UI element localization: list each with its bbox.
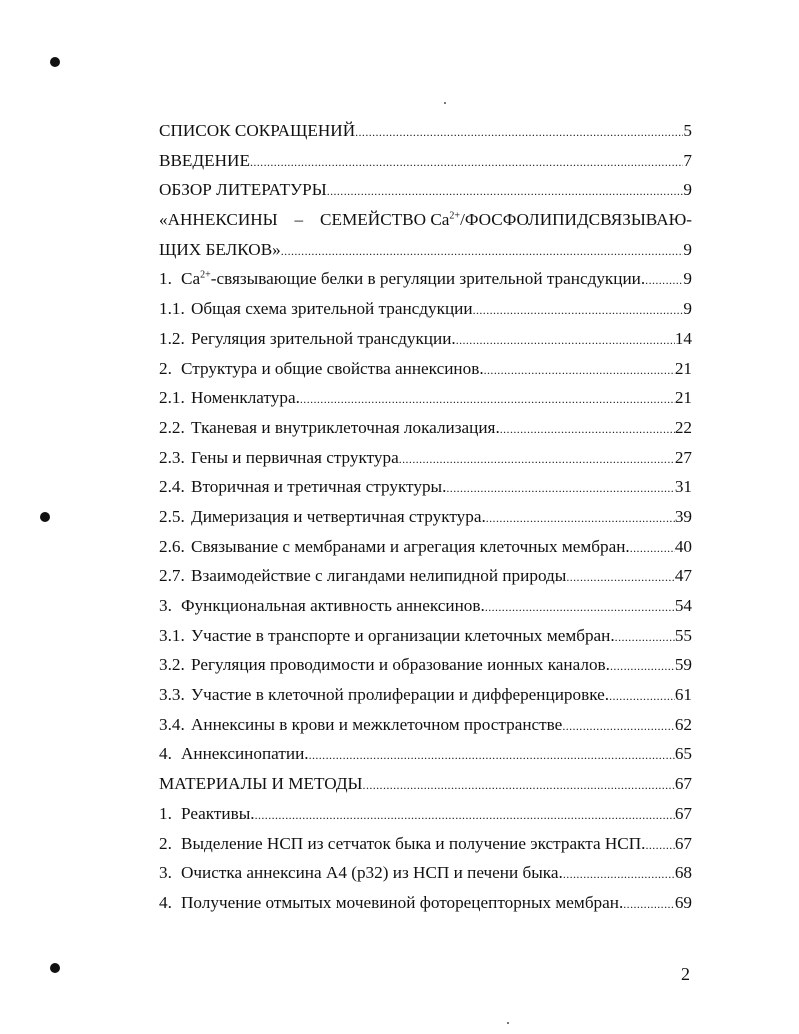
- entry-title: Участие в клеточной пролиферации и дифференцировке.: [191, 685, 610, 705]
- toc-entry: [159, 769, 692, 799]
- toc-heading-text: [159, 205, 692, 235]
- page-ref: 67: [674, 774, 692, 794]
- entry-title: Участие в транспорте и организации клеточных мембран.: [191, 625, 615, 645]
- page-ref: 21: [674, 388, 692, 408]
- punch-hole-mark-top: [50, 57, 60, 67]
- section-number: 3.2.: [159, 655, 185, 675]
- toc-entry-label: [159, 472, 446, 502]
- toc-entry: [159, 710, 692, 740]
- toc-entry-label: [159, 294, 473, 324]
- heading-dash: –: [294, 210, 304, 230]
- toc-entry: [159, 413, 692, 443]
- toc-entry-label: [159, 443, 399, 473]
- toc-entry-label: [159, 769, 363, 799]
- dot-leader: [623, 890, 675, 920]
- dot-leader: [446, 474, 674, 504]
- entry-title: Гены и первичная структура: [191, 447, 399, 467]
- toc-entry: [159, 829, 692, 859]
- dot-leader: [645, 831, 674, 861]
- page-ref: 22: [674, 417, 692, 437]
- entry-title-rest: -связывающие белки в регуляции зрительной трансдукции.: [210, 269, 646, 289]
- page-ref: 9: [683, 239, 692, 259]
- entry-title: Связывание с мембранами и агрегация клеточных мембран.: [191, 536, 630, 556]
- dot-leader: [484, 356, 675, 386]
- heading-part: «АННЕКСИНЫ: [159, 210, 278, 230]
- dot-leader: [327, 177, 684, 207]
- section-number: 2.5.: [159, 506, 185, 526]
- toc-entry-label: [159, 354, 484, 384]
- section-number: 1.2.: [159, 328, 185, 348]
- page-ref: 39: [674, 506, 692, 526]
- entry-title: Номенклатура.: [191, 388, 300, 408]
- heading-part-text: /ФОСФОЛИПИДСВЯЗЫВАЮ-: [460, 210, 692, 230]
- dot-leader: [300, 385, 675, 415]
- toc-entry: [159, 472, 692, 502]
- scan-speck: [444, 102, 446, 104]
- toc-entry: [159, 264, 692, 294]
- toc-entry: [159, 324, 692, 354]
- entry-title: Ca: [181, 269, 201, 289]
- page-ref: 14: [674, 328, 692, 348]
- entry-title: Аннексины в крови и межклеточном пространстве: [191, 714, 563, 734]
- section-number: 3.: [159, 596, 172, 615]
- dot-leader: [500, 415, 675, 445]
- page-ref: 47: [674, 566, 692, 586]
- toc-entry-label: [159, 858, 563, 888]
- section-number: 2.3.: [159, 447, 185, 467]
- dot-leader: [645, 266, 683, 296]
- page-ref: 67: [674, 833, 692, 853]
- page-ref: 40: [674, 536, 692, 556]
- heading-part-text: СЕМЕЙСТВО Ca: [320, 210, 450, 230]
- toc-entry: [159, 858, 692, 888]
- toc-entry: [159, 383, 692, 413]
- toc-entry-label: [159, 532, 630, 562]
- dot-leader: [355, 118, 683, 148]
- toc-entry-label: [159, 710, 562, 740]
- dot-leader: [630, 534, 675, 564]
- section-number: 4.: [159, 892, 172, 912]
- section-number: 1.: [159, 803, 172, 823]
- toc-entry: [159, 443, 692, 473]
- section-number: 4.: [159, 744, 172, 764]
- toc-entry: [159, 799, 692, 829]
- toc-entry-label: [159, 799, 255, 829]
- toc-entry: [159, 175, 692, 205]
- toc-entry-label: [159, 502, 486, 532]
- toc-entry-label: [159, 829, 645, 859]
- entry-title: Очистка аннексина А4 (р32) из НСП и печени быка.: [181, 863, 563, 883]
- page-ref: 54: [674, 596, 692, 615]
- page-ref: 31: [674, 477, 692, 497]
- toc-entry: [159, 502, 692, 532]
- dot-leader: [309, 741, 675, 771]
- section-number: 3.: [159, 863, 172, 883]
- toc-entry: [159, 235, 692, 265]
- entry-title: Регуляция зрительной трансдукции.: [191, 328, 456, 348]
- dot-leader: [250, 148, 683, 178]
- toc-entry-label: [159, 235, 281, 265]
- section-number: 2.2.: [159, 417, 185, 437]
- dot-leader: [363, 771, 675, 801]
- page-number: 2: [681, 964, 690, 984]
- toc-heading-line: [159, 205, 692, 235]
- entry-title: Аннексинопатии.: [181, 744, 309, 764]
- page-ref: 65: [674, 744, 692, 764]
- page-ref: 9: [683, 299, 692, 319]
- section-number: 1.: [159, 269, 172, 289]
- toc-entry-label: [159, 739, 309, 769]
- dot-leader: [615, 623, 675, 653]
- heading-part: [320, 205, 692, 235]
- dot-leader: [473, 296, 684, 326]
- section-number: 2.: [159, 833, 172, 853]
- entry-title: Регуляция проводимости и образование ионных каналов.: [191, 655, 610, 675]
- toc-entry: [159, 680, 692, 710]
- dot-leader: [610, 652, 675, 682]
- page-ref: 21: [674, 358, 692, 378]
- entry-title: Общая схема зрительной трансдукции: [191, 299, 473, 319]
- page-ref: 27: [674, 447, 692, 467]
- scan-speck: [507, 1022, 509, 1024]
- toc-entry-label: [159, 383, 300, 413]
- toc-entry-label: [159, 116, 355, 146]
- section-number: 2.6.: [159, 536, 185, 556]
- section-number: 2.4.: [159, 477, 185, 497]
- entry-title: Тканевая и внутриклеточная локализация.: [191, 417, 500, 437]
- toc-entry: [159, 739, 692, 769]
- entry-title: Взаимодействие с лигандами нелипидной природы: [191, 566, 567, 586]
- toc-entry-label: [159, 591, 485, 621]
- section-number: 3.3.: [159, 685, 185, 705]
- toc-entry-label: [159, 413, 500, 443]
- toc-entry-label: [159, 680, 609, 710]
- toc-entry-label: [159, 264, 645, 294]
- dot-leader: [485, 593, 675, 623]
- dot-leader: [255, 801, 675, 831]
- page-ref: 59: [674, 655, 692, 675]
- toc-entry: [159, 888, 692, 918]
- section-number: 1.1.: [159, 299, 185, 319]
- table-of-contents: [159, 116, 692, 918]
- toc-entry: [159, 116, 692, 146]
- entry-title: ВВЕДЕНИЕ: [159, 150, 250, 170]
- dot-leader: [566, 563, 674, 593]
- dot-leader: [563, 860, 675, 890]
- toc-entry-label: [159, 621, 615, 651]
- section-number: 2.7.: [159, 566, 185, 586]
- entry-title: Вторичная и третичная структуры.: [191, 477, 447, 497]
- section-number: 3.1.: [159, 625, 185, 645]
- page-ref: 9: [683, 269, 692, 289]
- page-ref: 61: [674, 685, 692, 705]
- dot-leader: [486, 504, 675, 534]
- entry-title: Функциональная активность аннексинов.: [181, 596, 485, 615]
- entry-title: ОБЗОР ЛИТЕРАТУРЫ: [159, 180, 327, 200]
- entry-title: СПИСОК СОКРАЩЕНИЙ: [159, 121, 356, 140]
- punch-hole-mark-bottom: [50, 963, 60, 973]
- entry-title: Димеризация и четвертичная структура.: [191, 506, 486, 526]
- toc-entry: [159, 650, 692, 680]
- toc-entry: [159, 561, 692, 591]
- page-ref: 9: [683, 180, 692, 200]
- toc-entry-label: [159, 888, 623, 918]
- toc-entry-label: [159, 175, 327, 205]
- section-number: 2.1.: [159, 388, 185, 408]
- entry-title: Реактивы.: [181, 803, 255, 823]
- toc-entry-label: [159, 561, 566, 591]
- superscript: 2+: [200, 269, 211, 281]
- toc-entry-label: [159, 650, 610, 680]
- section-number: 2.: [159, 358, 172, 378]
- dot-leader: [609, 682, 675, 712]
- page-ref: 68: [674, 863, 692, 883]
- toc-entry: [159, 294, 692, 324]
- toc-entry: [159, 621, 692, 651]
- toc-entry: [159, 532, 692, 562]
- entry-title: Структура и общие свойства аннексинов.: [181, 358, 484, 378]
- toc-entry-label: [159, 324, 456, 354]
- entry-title: Получение отмытых мочевиной фоторецепторных мембран.: [181, 892, 624, 912]
- dot-leader: [399, 445, 675, 475]
- page-ref: 55: [674, 625, 692, 645]
- entry-title: Выделение НСП из сетчаток быка и получение экстракта НСП.: [181, 833, 646, 853]
- page-ref: 7: [683, 150, 692, 170]
- entry-title: МАТЕРИАЛЫ И МЕТОДЫ: [159, 774, 363, 794]
- dot-leader: [281, 237, 684, 267]
- superscript: 2+: [449, 210, 461, 222]
- punch-hole-mark-middle: [40, 512, 50, 522]
- page-ref: 5: [683, 121, 692, 140]
- toc-entry: [159, 354, 692, 384]
- page-ref: 67: [674, 803, 692, 823]
- section-number: 3.4.: [159, 714, 185, 734]
- dot-leader: [562, 712, 675, 742]
- toc-entry: [159, 146, 692, 176]
- page-ref: 69: [674, 892, 692, 912]
- toc-entry: [159, 591, 692, 621]
- dot-leader: [456, 326, 675, 356]
- entry-title: ЩИХ БЕЛКОВ»: [159, 239, 281, 259]
- toc-entry-label: [159, 146, 250, 176]
- page-ref: 62: [674, 714, 692, 734]
